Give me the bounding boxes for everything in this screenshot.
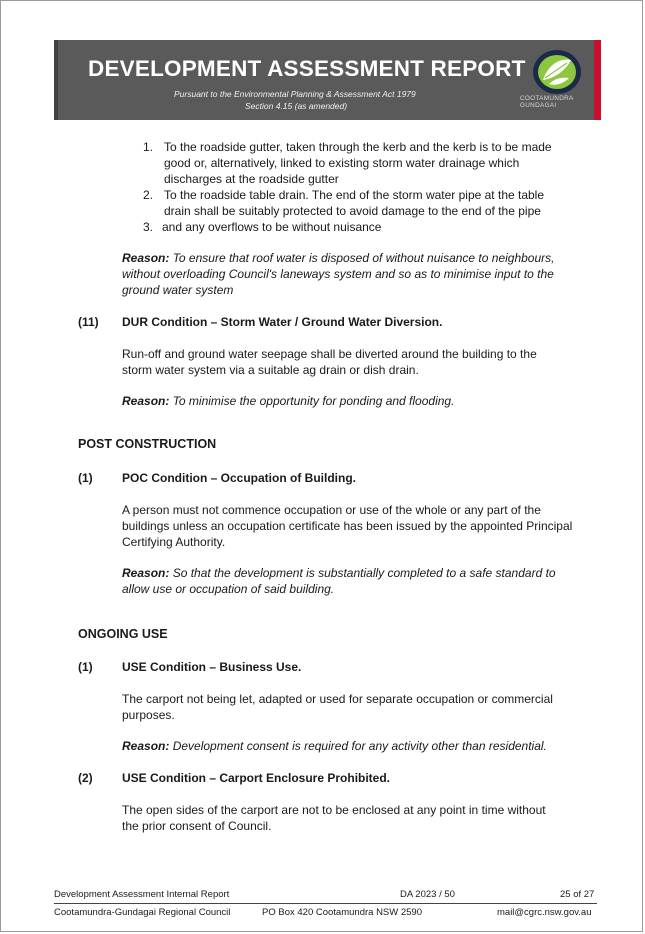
condition-title: DUR Condition – Storm Water / Ground Water Diversion. (122, 315, 443, 329)
reason-line: ground water system (122, 283, 234, 297)
list-item-line: good or, alternatively, linked to existing storm water drainage which (164, 156, 520, 170)
condition-title: POC Condition – Occupation of Building. (122, 471, 356, 485)
reason-label: Reason: (122, 739, 170, 753)
reason-text (122, 250, 554, 266)
header-red-accent (594, 40, 601, 120)
reason-text (122, 393, 454, 409)
report-header-banner (54, 40, 601, 120)
footer-page-number: 25 of 27 (560, 889, 595, 900)
reason-line: So that the development is substantially completed to a safe standard to (172, 566, 556, 580)
reason-text (122, 565, 556, 581)
report-title: DEVELOPMENT ASSESSMENT REPORT (88, 56, 526, 81)
section-heading: POST CONSTRUCTION (78, 437, 217, 451)
footer-report-name: Development Assessment Internal Report (54, 889, 230, 900)
condition-number: (1) (78, 471, 93, 485)
footer-email: mail@cgrc.nsw.gov.au (497, 907, 592, 918)
condition-body-line: The carport not being let, adapted or used for separate occupation or commercial (122, 692, 553, 706)
footer-da-number: DA 2023 / 50 (400, 889, 455, 900)
logo-text-line2: GUNDAGAI (520, 102, 557, 109)
footer-divider (54, 903, 597, 904)
condition-body-line: buildings unless an occupation certificate has been issued by the appointed Principal (122, 519, 573, 533)
condition-body-line: The open sides of the carport are not to be enclosed at any point in time without (122, 803, 546, 817)
condition-body-line: A person must not commence occupation or use of the whole or any part of the (122, 503, 541, 517)
list-item-line: drain shall be suitably protected to avoid damage to the end of the pipe (164, 204, 541, 218)
section-heading: ONGOING USE (78, 627, 168, 641)
reason-line: allow use or occupation of said building. (122, 582, 335, 596)
footer-address: PO Box 420 Cootamundra NSW 2590 (262, 907, 423, 918)
condition-number: (2) (78, 771, 93, 785)
list-item-line: To the roadside gutter, taken through the kerb and the kerb is to be made (164, 140, 552, 154)
reason-line: Development consent is required for any activity other than residential. (172, 739, 547, 753)
list-item-line: and any overflows to be without nuisance (162, 220, 382, 234)
reason-label: Reason: (122, 566, 170, 580)
condition-body-line: storm water system via a suitable ag drain or dish drain. (122, 363, 419, 377)
council-logo-wordmark (520, 95, 592, 109)
list-number: 1. (143, 140, 154, 154)
reason-line: To ensure that roof water is disposed of without nuisance to neighbours, (172, 251, 555, 265)
reason-line: To minimise the opportunity for ponding and flooding. (172, 394, 455, 408)
reason-label: Reason: (122, 251, 170, 265)
condition-title: USE Condition – Business Use. (122, 660, 302, 674)
list-number: 3. (143, 220, 154, 234)
logo-text-line1: COOTAMUNDRA (520, 95, 574, 102)
condition-body-line: Run-off and ground water seepage shall be diverted around the building to the (122, 347, 537, 361)
condition-title: USE Condition – Carport Enclosure Prohibited. (122, 771, 391, 785)
report-subtitle-section: Section 4.15 (as amended) (245, 101, 348, 111)
list-number: 2. (143, 188, 154, 202)
reason-line: without overloading Council's laneways system and so as to minimise input to the (122, 267, 554, 281)
condition-number: (11) (78, 315, 99, 329)
list-item-line: To the roadside table drain. The end of the storm water pipe at the table (164, 188, 545, 202)
list-item-line: discharges at the roadside gutter (164, 172, 339, 186)
report-subtitle-act: Pursuant to the Environmental Planning & Assessment Act 1979 (174, 89, 416, 99)
condition-number: (1) (78, 660, 93, 674)
condition-body-line: purposes. (122, 708, 175, 722)
footer-council-name: Cootamundra-Gundagai Regional Council (54, 907, 231, 918)
condition-body-line: the prior consent of Council. (122, 819, 272, 833)
reason-label: Reason: (122, 394, 170, 408)
reason-text (122, 738, 547, 754)
condition-body-line: Certifying Authority. (122, 535, 226, 549)
